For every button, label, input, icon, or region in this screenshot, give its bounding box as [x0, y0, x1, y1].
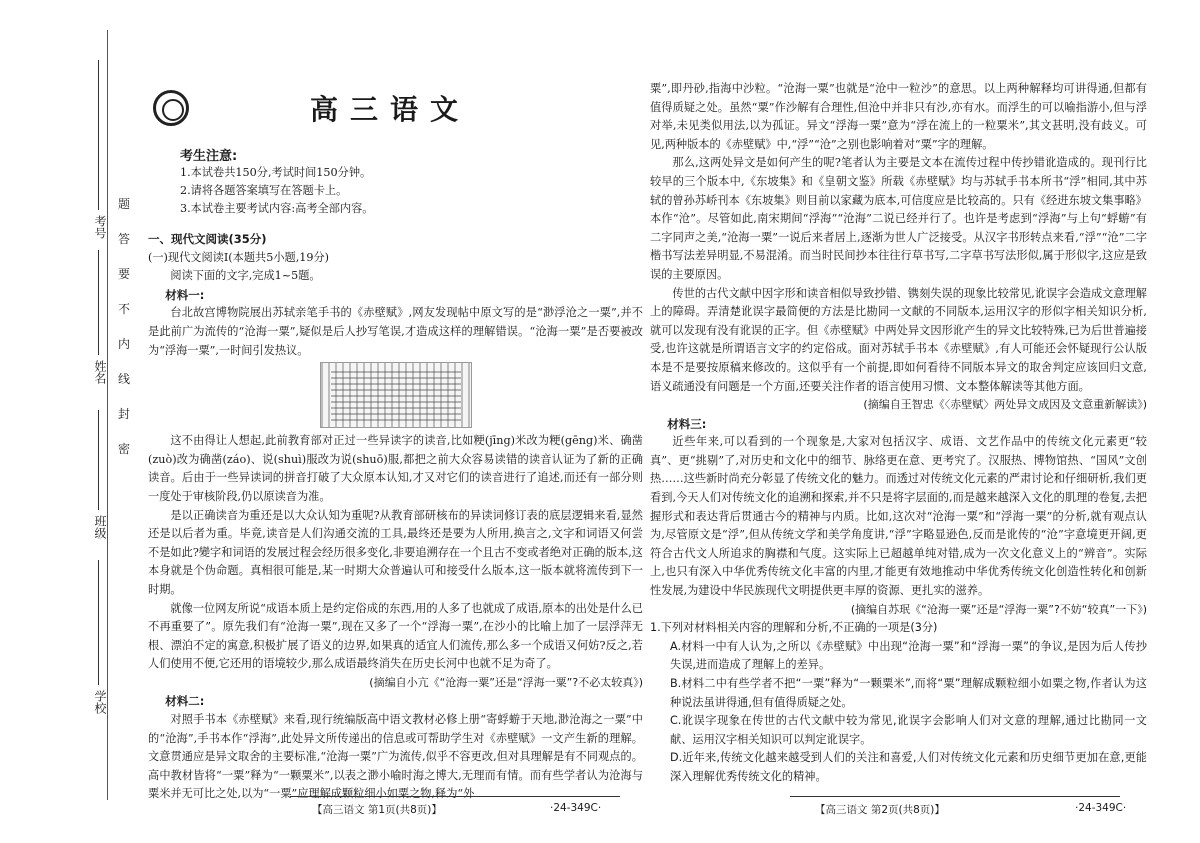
seal-char: 不 [118, 302, 131, 316]
material-1-title: 材料一: [165, 287, 205, 302]
xingming-label: 姓名 [93, 360, 107, 384]
xingming-blank[interactable] [98, 250, 99, 355]
logo [153, 90, 189, 126]
notice-title: 考生注意: [180, 149, 238, 164]
right-column [650, 80, 1147, 787]
section-title: 一、现代文阅读(35分) [148, 232, 267, 246]
xuexiao-label: 学校 [93, 690, 107, 714]
left-column [148, 230, 643, 804]
material-2-title: 材料二: [165, 694, 205, 709]
question-option[interactable]: D.近年来,传统文化越来越受到人们的关注和喜爱,人们对传统文化元素和历史细节更加在意,更能深入理解优秀传统文化的精神。 [670, 751, 1147, 783]
seal-char: 答 [118, 232, 131, 246]
kaohao-blank[interactable] [98, 60, 99, 210]
banji-blank[interactable] [98, 410, 99, 510]
material-3-title: 材料三: [667, 416, 707, 431]
question-1: 1.下列对材料相关内容的理解和分析,不正确的一项是(3分) [650, 621, 938, 635]
binding-line [107, 30, 108, 800]
material-3-para: 近些年来,可以看到的一个现象是,大家对包括汉字、成语、文艺作品中的传统文化元素更“较真”、更“挑剔”了,对历史和文化中的细节、脉络更在意、更考究了。汉服热、博物馆热、“国风”文创热……这些新时尚充分彰显了传统文化的魅力。而透过对传统文化元素的严肃讨论和仔细研析,我们更看到,今天人们对传统文化的追溯和探索,并不只是将字层面的,而是越来越深入文化的肌理的卷复,去把握形式和表达背后贯通古今的精神与内质。比如,这次对“沧海一粟”和“浮海一粟”的分析,就有观点认为,尽管原文是“浮”,但从传统文学和美学角度讲,“浮”字略显逊色,反而是讹传的“沧”字意境更开阔,更符合古代文人所追求的胸襟和气度。这实际上已超越单纯对错,成为一次文化意义上的“辨音”。实际上,也只有深入中华优秀传统文化丰富的内里,才能更有效地推动中华优秀传统文化创造性转化和创新性发展,为建设中华民族现代文明提供更丰厚的资源、更扎实的滋养。 [650, 435, 1147, 598]
footer-page-left: 【高三语文 第1页(共8页)】 [312, 804, 442, 816]
material-1-para: 就像一位网友所说“成语本质上是约定俗成的东西,用的人多了也就成了成语,原本的出处是什么已不再重要了”。原先我们有“沧海一粟”,现在又多了一个“浮海一粟”,在沙小的比喻上加了一层浮萍无根、漂泊不定的寓意,积极扩展了语义的边界,如果真的适宜人们流传,那么多一个成语又何妨?反之,若人们使用不便,它还用的语境较少,那么成语最终消失在历史长河中也就不足为奇了。 [148, 601, 643, 671]
footer-page-right: 【高三语文 第2页(共8页)】 [815, 804, 945, 816]
banji-label: 班级 [93, 515, 107, 539]
seal-notice [118, 195, 130, 457]
source-note: (摘编自王智忠《〈赤壁赋〉两处异文成因及文意重新解读》) [863, 398, 1147, 412]
question-option[interactable]: B.材料二中有些学者不把“一粟”释为“一颗粟米”,而将“粟”理解成颗粒细小如粟之物,作者认为这种说法虽讲得通,但有值得质疑之处。 [670, 677, 1147, 709]
seal-char: 要 [118, 267, 131, 281]
seal-char: 内 [118, 337, 131, 351]
xuexiao-blank[interactable] [98, 560, 99, 685]
question-option[interactable]: C.讹误字现象在传世的古代文献中较为常见,讹误字会影响人们对文意的理解,通过比勘同一文献、运用汉字相关知识可以判定讹误字。 [670, 714, 1147, 746]
notice-item: 2.请将各题答案填写在答题卡上。 [180, 184, 348, 197]
seal-char: 线 [118, 372, 131, 386]
source-note: (摘编自小亢《“沧海一粟”还是“浮海一粟”?不必太较真》) [369, 675, 643, 689]
page-title: 高三语文 [310, 93, 471, 126]
kaohao-label: 考号 [93, 215, 107, 239]
notice-item: 3.本试卷主要考试内容:高考全部内容。 [180, 202, 374, 215]
footer-rule [790, 796, 1120, 797]
seal-char: 密 [118, 442, 131, 456]
material-2-para: 传世的古代文献中因字形和读音相似导致抄错、镌刻失误的现象比较常见,讹误字会造成文意理解上的障碍。弄清楚讹误字最简便的方法是比勘同一文献的不同版本,运用汉字的形似字相关知识分析,就可以发现有没有讹误的正字。但《赤壁赋》中两处异文因形讹产生的异文比较特殊,已为后世普遍接受,也许这就是所谓语言文字的约定俗成。面对苏轼手书本《赤壁赋》,有人可能还会怀疑现行公认版本是不是要按原稿来修改的。这似乎有一个前提,即如何看待不同版本异文的取舍判定应该回归文意,语义疏通没有问题是一个方面,还要关注作者的语言使用习惯、文本整体解读等其他方面。 [650, 286, 1147, 393]
material-2-para: 对照手书本《赤壁赋》来看,现行统编版高中语文教材必修上册“寄蜉蝣于天地,渺沧海之一粟”中的“沧海”,手书本作“浮海”,此处异文所传递出的信息或可帮助学生对《赤壁赋》一文产生新的理解。文意贯通应是异文取舍的主要标准,“沧海一粟”广为流传,似乎不容更改,但对具理解是有不同观点的。高中教材皆将“一粟”释为“一颗粟米”,以表之渺小喻时海之博大,无理而有情。而有些学者认为沧海与粟米并无可比之处,以为“一粟”应理解成颗粒细小如粟之物,释为“外 [148, 713, 643, 801]
footer-code-left: ·24-349C· [550, 802, 602, 814]
seal-char: 封 [118, 407, 131, 421]
calligraphy-image [320, 362, 472, 428]
material-1-para: 是以正确读音为重还是以大众认知为重呢?从教育部研核布的异读词修订表的底层逻辑来看,显然还是以后者为重。毕竟,读音是人们沟通交流的工具,最终还是要为人所用,换言之,文字和词语又何尝不是如此?變字和词语的发展过程会经历很多变化,非要追溯存在一个且古不变或者绝对正确的版本,这本身就是个伪命题。真相很可能是,某一时期大众普遍认可和接受什么版本,这一版本就将流传到下一时期。 [148, 508, 643, 596]
source-note: (摘编自苏珉《“沧海一粟”还是“浮海一粟”?不妨“较真”一下》) [850, 602, 1147, 616]
footer-rule [290, 796, 620, 797]
footer-code-right: ·24-349C· [1075, 802, 1127, 814]
instruction: 阅读下面的文字,完成1~5题。 [170, 269, 321, 283]
notice-item: 1.本试卷共150分,考试时间150分钟。 [180, 166, 372, 179]
material-2-para: 粟”,即丹砂,指海中沙粒。“沧海一粟”也就是“沧中一粒沙”的意思。以上两种解释均可讲得通,但都有值得质疑之处。虽然“粟”作沙解有合理性,但沧中并非只有沙,亦有水。而浮生的可以喻指游小,但与浮对举,未见类似用法,以为孤证。异文“浮海一粟”意为“浮在流上的一粒粟米”,其文甚明,没有歧义。可见,两种版本的《赤壁赋》中,“浮”“沧”之别也影响着对“粟”字的理解。 [650, 82, 1147, 151]
seal-char: 题 [118, 197, 131, 211]
material-1-para: 台北故宫博物院展出苏轼亲笔手书的《赤壁赋》,网友发现帖中原文写的是“渺浮沧之一粟”,并不是此前广为流传的“沧海一粟”,疑似是后人抄写笔误,才造成这样的理解错误。“沧海一粟”是否要被改为“浮海一粟”,一时间引发热议。 [148, 306, 643, 357]
material-1-para: 这不由得让人想起,此前教育部对正过一些异读字的读音,比如粳(jīng)米改为粳(gēng)米、确凿(zuò)改为确凿(záo)、说(shuì)服改为说(shuō)服,都把之前大众容易读错的读音认证为了新的正确读音。后由于一些异读词的拼音打破了大众原本认知,才又对它们的读音进行了追述,而还有一部分则一度处于审核阶段,仍以原读音为准。 [148, 434, 643, 503]
subsection-title: (一)现代文阅读Ⅰ(本题共5小题,19分) [148, 250, 330, 264]
notice-list [180, 164, 373, 218]
binding-margin [0, 0, 120, 843]
material-2-para: 那么,这两处异文是如何产生的呢?笔者认为主要是文本在流传过程中传抄错讹造成的。现刊行比较早的三个版本中,《东坡集》和《皇朝文鉴》所载《赤壁赋》均与苏轼手书本所书“浮”相同,其中苏轼的曾孙苏峤刊本《东坡集》则目前以家藏为底本,可信度应是比较高的。只有《经进东坡文集事略》本作“沧”。尽管如此,南宋期间“浮海”“沧海”二说已经并行了。也许是考虑到“浮海”与上句“蜉蝣”有二字同声之美,“沧海一粟”一说后来者居上,逐渐为世人广泛接受。从汉字书形转点来看,“浮”“沧”二字楷书写法差异明显,不易混淆。而当时民间抄本往往行草书写,二字草书写法形似,属于形似字,这应是致误的主要原因。 [650, 156, 1147, 281]
question-option[interactable]: A.材料一中有人认为,之所以《赤壁赋》中出现“沧海一粟”和“浮海一粟”的争议,是因为后人传抄失误,进而造成了理解上的差异。 [670, 639, 1147, 672]
